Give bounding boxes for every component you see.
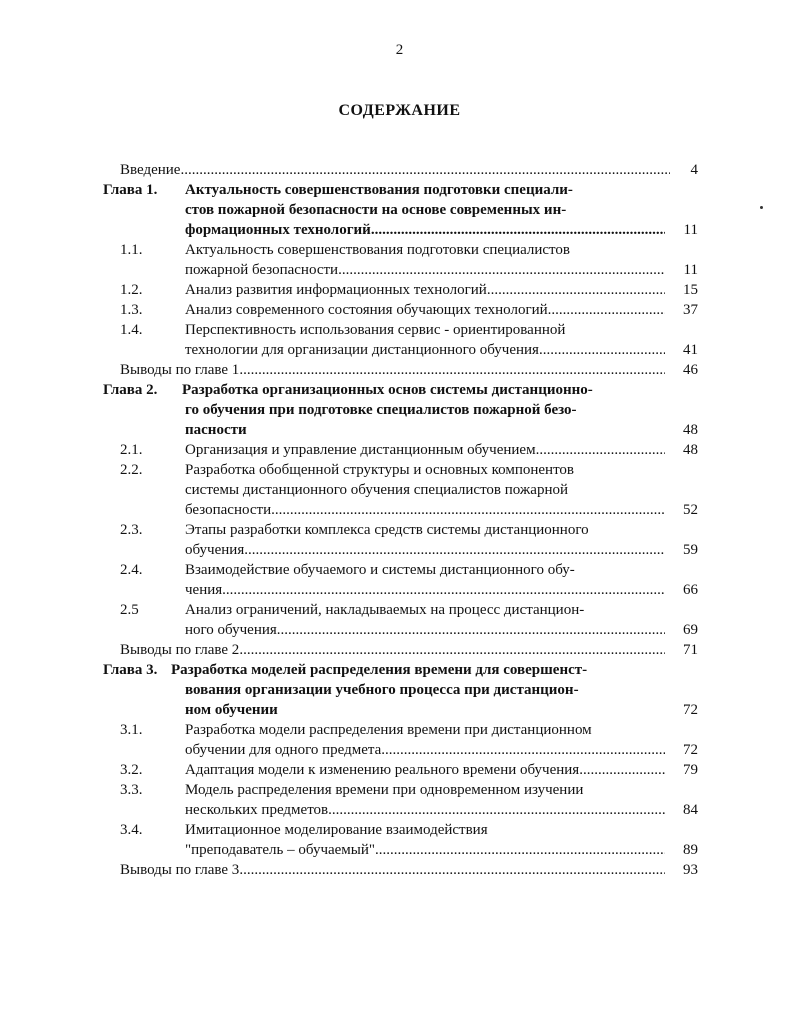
section-title-line: обучения ..... bbox=[185, 540, 665, 560]
toc-page-number: 59 bbox=[683, 542, 698, 558]
section-title-line: Имитационное моделирование взаимодействия bbox=[185, 822, 488, 838]
chapter-label: Глава 1. bbox=[103, 182, 158, 198]
chapter-conclusion: Выводы по главе 3 ..... bbox=[120, 860, 665, 880]
chapter-title-line: пасности bbox=[185, 422, 247, 438]
chapter-title-line: вования организации учебного процесса при дистанцион- bbox=[185, 682, 579, 698]
section-number: 2.2. bbox=[120, 462, 143, 478]
toc-page-number: 93 bbox=[683, 862, 698, 878]
section-title-line: Адаптация модели к изменению реального времени обучения ..... bbox=[185, 760, 665, 780]
section-title-line: Этапы разработки комплекса средств системы дистанционного bbox=[185, 522, 589, 538]
chapter-title-line: Актуальность совершенствования подготовки специали- bbox=[185, 182, 573, 198]
section-title-line: Взаимодействие обучаемого и системы дистанционного обу- bbox=[185, 562, 575, 578]
toc-page-number: 37 bbox=[683, 302, 698, 318]
toc-page-number: 15 bbox=[683, 282, 698, 298]
section-number: 2.4. bbox=[120, 562, 143, 578]
section-number: 2.3. bbox=[120, 522, 143, 538]
section-number: 1.4. bbox=[120, 322, 143, 338]
chapter-title-line: го обучения при подготовке специалистов пожарной безо- bbox=[185, 402, 577, 418]
chapter-title-line: Разработка моделей распределения времени для совершенст- bbox=[171, 662, 588, 678]
chapter-label: Глава 2. bbox=[103, 382, 158, 398]
section-number: 2.1. bbox=[120, 442, 143, 458]
chapter-conclusion: Выводы по главе 2 ..... bbox=[120, 640, 665, 660]
section-title-line: Организация и управление дистанционным обучением ..... bbox=[185, 440, 665, 460]
section-title-line: Перспективность использования сервис - ориентированной bbox=[185, 322, 566, 338]
section-number: 3.4. bbox=[120, 822, 143, 838]
toc-page-number: 66 bbox=[683, 582, 698, 598]
toc-entry-intro bbox=[120, 160, 670, 180]
section-number: 1.1. bbox=[120, 242, 143, 258]
section-title-line: ного обучения ..... bbox=[185, 620, 665, 640]
page-number: 2 bbox=[395, 42, 404, 58]
chapter-title-line: Разработка организационных основ системы дистанционно- bbox=[182, 382, 593, 398]
toc-page-number: 48 bbox=[683, 442, 698, 458]
chapter-conclusion: Выводы по главе 1 ..... bbox=[120, 360, 665, 380]
toc-page-number: 69 bbox=[683, 622, 698, 638]
toc-page-number: 72 bbox=[683, 742, 698, 758]
chapter-title-line: формационных технологий ..... bbox=[185, 220, 665, 240]
section-title-line: Разработка обобщенной структуры и основных компонентов bbox=[185, 462, 575, 478]
section-title-line: Актуальность совершенствования подготовки специалистов bbox=[185, 242, 570, 258]
chapter-title-line: ном обучении bbox=[185, 702, 278, 718]
toc-page-number: 52 bbox=[683, 502, 698, 518]
section-title-line: обучении для одного предмета ..... bbox=[185, 740, 665, 760]
section-title-line: системы дистанционного обучения специалистов пожарной bbox=[185, 482, 568, 498]
section-number: 3.3. bbox=[120, 782, 143, 798]
section-title-line: Модель распределения времени при одновременном изучении bbox=[185, 782, 584, 798]
toc-title: СОДЕРЖАНИЕ bbox=[338, 102, 461, 119]
section-title-line: технологии для организации дистанционного обучения ..... bbox=[185, 340, 665, 360]
section-number: 2.5 bbox=[120, 602, 139, 618]
section-title-line: Анализ современного состояния обучающих технологий ..... bbox=[185, 300, 665, 320]
toc-page-number: 41 bbox=[683, 342, 698, 358]
section-number: 1.3. bbox=[120, 302, 143, 318]
section-title-line: пожарной безопасности ..... bbox=[185, 260, 665, 280]
scan-speck bbox=[760, 206, 763, 209]
section-title-line: безопасности ..... bbox=[185, 500, 665, 520]
toc-entry-text: Введение bbox=[120, 162, 181, 178]
toc-page-number: 71 bbox=[683, 642, 698, 658]
section-title-line: чения ..... bbox=[185, 580, 665, 600]
section-title-line: Разработка модели распределения времени при дистанционном bbox=[185, 722, 592, 738]
chapter-title-line: стов пожарной безопасности на основе современных ин- bbox=[185, 202, 567, 218]
section-number: 3.1. bbox=[120, 722, 143, 738]
toc-page-number: 89 bbox=[683, 842, 698, 858]
toc-page-number: 79 bbox=[683, 762, 698, 778]
toc-page-number: 4 bbox=[690, 162, 698, 178]
section-title-line: "преподаватель – обучаемый" ..... bbox=[185, 840, 665, 860]
section-title-line: нескольких предметов ..... bbox=[185, 800, 665, 820]
toc-page-number: 84 bbox=[683, 802, 698, 818]
toc-page-number: 48 bbox=[683, 422, 698, 438]
toc-page-number: 46 bbox=[683, 362, 698, 378]
chapter-label: Глава 3. bbox=[103, 662, 158, 678]
section-title-line: Анализ ограничений, накладываемых на процесс дистанцион- bbox=[185, 602, 585, 618]
toc-page-number: 11 bbox=[683, 222, 698, 238]
section-title-line: Анализ развития информационных технологий ..... bbox=[185, 280, 665, 300]
section-number: 1.2. bbox=[120, 282, 143, 298]
toc-page-number: 11 bbox=[683, 262, 698, 278]
section-number: 3.2. bbox=[120, 762, 143, 778]
toc-page-number: 72 bbox=[683, 702, 698, 718]
